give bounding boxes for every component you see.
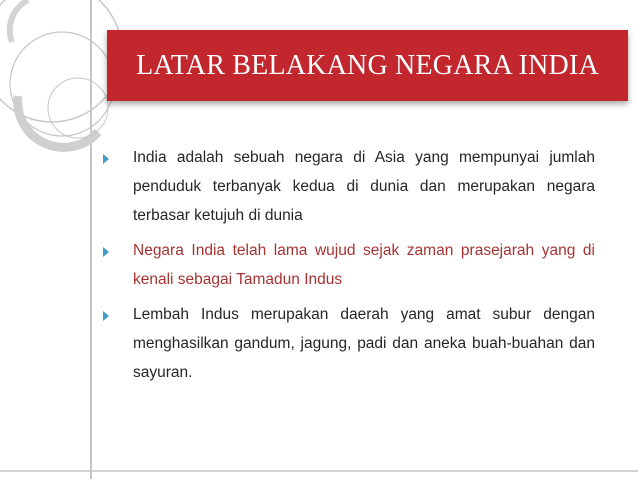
bullet-item (100, 236, 595, 294)
slide-title: LATAR BELAKANG NEGARA INDIA (136, 49, 599, 81)
bullet-item (100, 300, 595, 387)
triangle-bullet-icon (103, 247, 109, 257)
bullet-text: Negara India telah lama wujud sejak zaman prasejarah yang di kenali sebagai Tamadun Indus (133, 242, 595, 288)
bullet-text: Lembah Indus merupakan daerah yang amat subur dengan menghasilkan gandum, jagung, padi dan aneka buah-buahan dan sayuran. (133, 306, 595, 381)
title-banner (107, 30, 628, 101)
decor-circle-lower (48, 78, 108, 138)
bullet-text: India adalah sebuah negara di Asia yang mempunyai jumlah penduduk terbanyak kedua di dunia dan merupakan negara terbasar ketujuh di dunia (133, 149, 595, 224)
bullet-item (100, 143, 595, 230)
decor-arc-small (10, 0, 28, 42)
triangle-bullet-icon (103, 311, 109, 321)
triangle-bullet-icon (103, 154, 109, 164)
bullet-list (100, 143, 595, 393)
